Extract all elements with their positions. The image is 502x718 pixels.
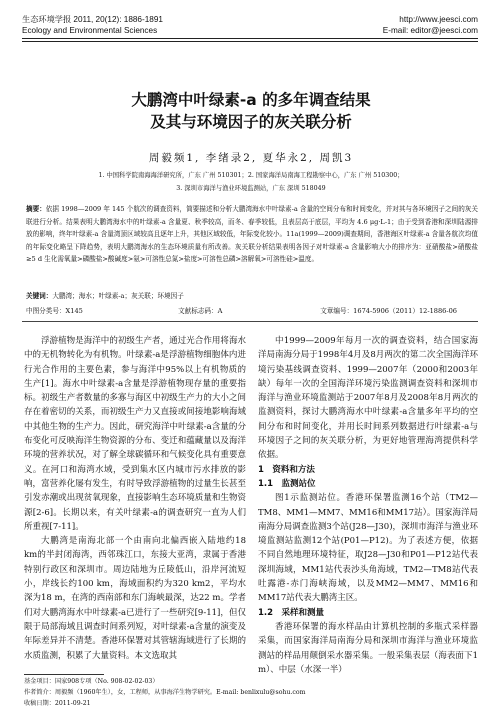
- clc-number: 中图分类号：X145: [26, 307, 83, 315]
- classification-line: [26, 305, 478, 315]
- body-paragraph: 图1示监测站位。香港环保署监测16个站（TM2—TM8、MM1—MM7、MM16和MM17站）。国家海洋局南海分局调查监测3个站(J28—J30)，深圳市海洋与渔业环境监测站监测12个站(P01—P12)。为了表述方便，依据不同自然地理环境特征，取J28—J30和P01—P12站代表深圳海域，MM1站代表沙头角海域，TM2—TM8站代表吐露港-赤门海峡海域，以及MM2—MM7、MM16和MM17站代表大鹏湾主区。: [258, 493, 478, 604]
- article-number: 文章编号：1674-5906（2011）12-1886-06: [320, 307, 457, 315]
- journal-header-right: [383, 14, 478, 36]
- journal-header-left: [22, 14, 163, 36]
- keywords-text: 大鹏湾；海水；叶绿素-a；灰关联；环境因子: [52, 292, 184, 300]
- affiliation-1: 1. 中国科学院南海海洋研究所，广东 广州 510301；2. 国家海洋局南海工程勘察中心，广东 广州 510300；: [98, 172, 404, 179]
- header-rule: [22, 38, 478, 39]
- journal-name-en: Ecology and Environmental Sciences: [22, 26, 158, 35]
- journal-email[interactable]: E-mail: editor@jeesci.com: [382, 26, 478, 35]
- paper-title-line2: 及其与环境因子的灰关联分析: [150, 113, 352, 131]
- body-column-left: [24, 334, 246, 663]
- keywords: [26, 290, 184, 300]
- footnote-rule: [24, 674, 104, 675]
- section-heading-1-2: 1.2 采样和测量: [258, 607, 325, 618]
- abstract-text: 依据 1998—2009 年 145 个航次的调查资料，简要描述和分析大鹏湾海水中叶绿素-a 含量的空间分布和时间变化，并对其与各环境因子之间的灰关联进行分析。结果表明大鹏湾海水中的叶绿素-a 含量夏、秋季较高，而冬、春季较低，且表层高于底层，平均为 4.6 μg·L-1；由于受到香港和深圳陆源排放的影响，终年叶绿素-a 含量湾顶区域较高且逐年上升，其他区域较低，年际变化较小。11a(1999—2009)调查期间，香港海区叶绿素-a 含量各航次均值的年际变化略呈下降趋势，表明大鹏湾海水的生态环境质量有所改善。灰关联分析结果表明各因子对叶绿素-a 含量影响大小的排序为：亚硝酸盐>硝酸盐≥5 d 生化需氧量>磷酸盐>酸碱度>氨>可溶性总氮>盐度>可溶性总磷>溶解氧>可溶性硅>温度。: [26, 205, 478, 264]
- section-heading-1-1: 1.1 监测站位: [258, 478, 316, 489]
- body-paragraph: 香港环保署的海水样品由计算机控制的多瓶式采样器采集，而国家海洋局南海分局和深圳市海洋与渔业环境监测站的样品用颠倒采水器采集。一般采集表层（海表面下1 m）、中层（水深一半）: [258, 621, 478, 675]
- header-rule-thin: [22, 41, 478, 42]
- journal-name-cn: 生态环境学报 2011, 20(12): 1886-1891: [22, 15, 163, 24]
- body-column-right: [258, 334, 478, 677]
- affiliation-2: 3. 深圳市海洋与渔业环境监测站，广东 深圳 518049: [176, 185, 326, 192]
- body-paragraph: 浮游植物是海洋中的初级生产者，通过光合作用将海水中的无机物转化为有机物。叶绿素-a是浮游植物细胞体内进行光合作用的主要色素，参与海洋中95%以上有机物质的生产[1]。海水中叶绿素-a含量是浮游植物现存量的重要指标。初级生产者数量的多寡与海区中初级生产力的大小之间存在着密切的关系，而初级生产力又直接或间接地影响海域中其他生物的生产力。因此，研究海洋中叶绿素-a含量的分布变化可反映海洋生物资源的分布、变迁和蕴藏量以及海洋环境的营养状况，对了解全球碳循环和气候变化具有重要意义。在河口和海湾水域，受到集水区内城市污水排放的影响，富营养化屡有发生，有时导致浮游植物的过量生长甚至引发赤潮或出现贫氧现象，直接影响生态环境质量和生物资源[2-6]。长期以来，有关叶绿素-a的调查研究一直为人们所重视[7-11]。: [24, 336, 246, 532]
- footnote-author-bio: 作者简介：周毅频（1960年生），女，工程师，从事海洋生物学研究。E-mail: benlixulu@sohu.com: [24, 689, 306, 696]
- author-list: 周毅频1, 李绪录2, 夏华永2, 周凯3: [148, 152, 354, 164]
- keywords-label: 关键词：: [26, 292, 53, 300]
- abstract: [26, 203, 478, 266]
- abstract-label: 摘要：: [26, 205, 46, 213]
- body-paragraph: 大鹏湾是南海北部一个由南向北偏西嵌入陆地约18 km的半封闭海湾，西邻珠江口，东接大亚湾，隶属于香港特别行政区和深圳市。周边陆地为丘陵低山，沿岸河流短小，岸线长约100 km，海域面积约为320 km2，平均水深为18 m，在湾的西南部和东门海峡最深，达22 m。学者们对大鹏湾海水中叶绿素-a已进行了一些研究[9-11]，但仅限于局部海域且调查时间系列短，对叶绿素-a含量的演变及年际差异并不清楚。香港环保署对其管辖海域进行了长期的水质监测，积累了大量资料。本文选取其: [24, 536, 246, 661]
- paper-title-line1: 大鹏湾中叶绿素-a 的多年调查结果: [131, 91, 371, 109]
- section-heading-1: 1 资料和方法: [258, 464, 315, 475]
- section-divider: [22, 321, 478, 322]
- footnote-received-date: 收稿日期：2011-09-21: [24, 700, 91, 707]
- footnote-fund: 基金项目：国家908专项（No. 908-02-02-03）: [24, 678, 159, 685]
- journal-url[interactable]: http://www.jeesci.com: [399, 15, 478, 24]
- document-code: 文献标志码：A: [178, 307, 223, 315]
- body-paragraph: 中1999—2009年每月一次的调查资料，结合国家海洋局南海分局于1998年4月及8月两次的第二次全国海洋环境污染基线调查资料、1999—2007年（2000和2003年缺）每年一次的全国海洋环境污染监测调查资料和深圳市海洋与渔业环境监测站于2007年8月及2008年8月两次的监测资料，探讨大鹏湾海水中叶绿素-a含量多年平均的空间分布和时间变化，并用长时间系列数据进行叶绿素-a与环境因子之间的灰关联分析，为更好地管理海湾提供科学依据。: [258, 336, 478, 461]
